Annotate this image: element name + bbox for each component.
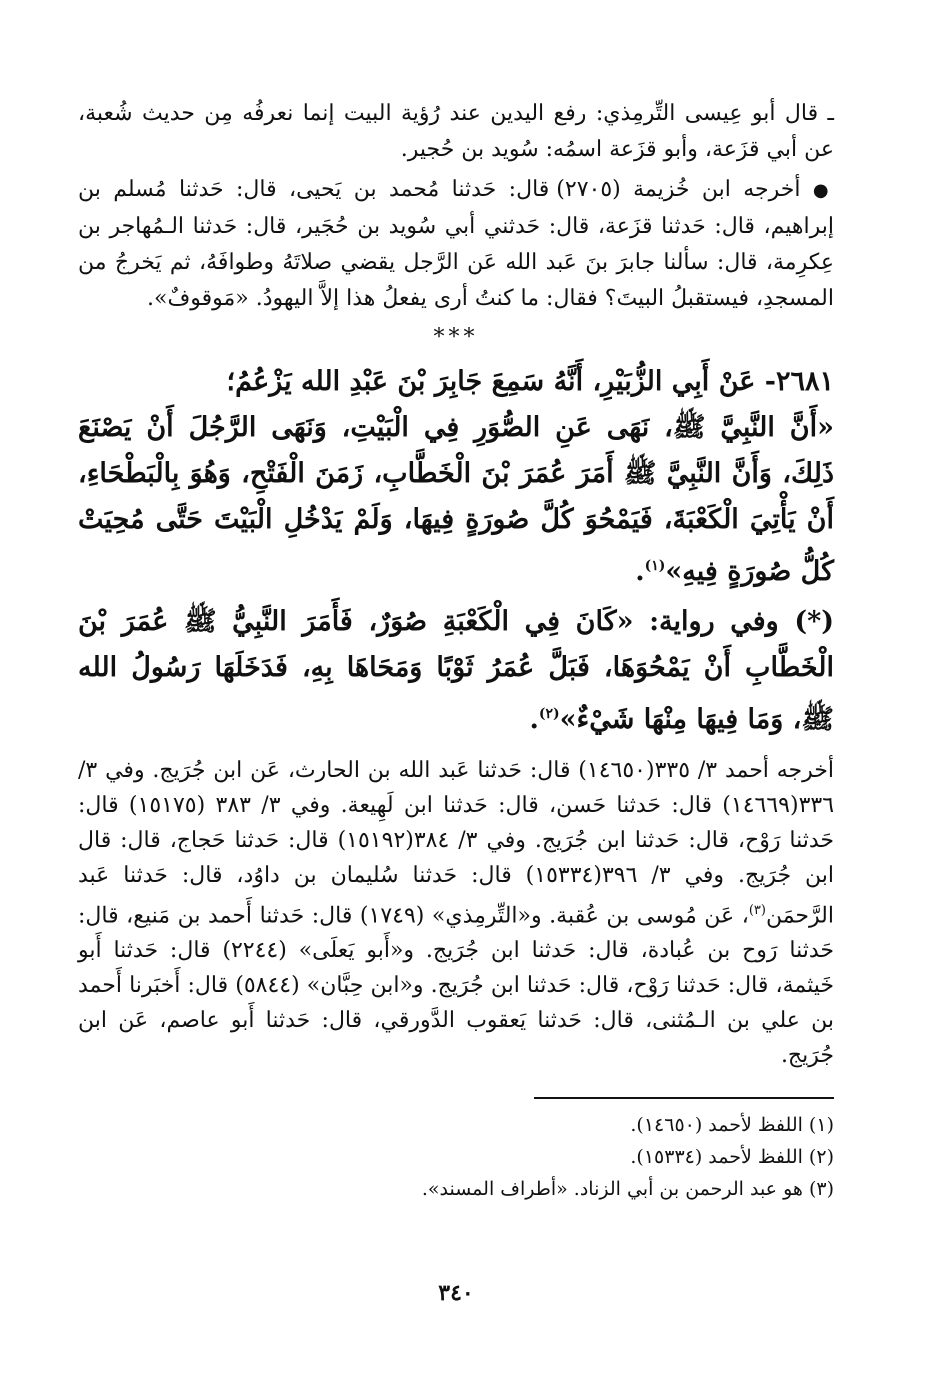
document-page [78, 96, 834, 1316]
sources-part-1: أخرجه أحمد ٣/ ٣٣٥(١٤٦٥٠) قال: حَدثنا عَبد الله بن الحارث، عَن ابن جُرَيج. وفي ٣/ ٣٣٦(١٤٦٦٩) قال: حَدثنا حَسن، قال: حَدثنا ابن لَهِيعة. وفي ٣/ ٣٨٣ (١٥١٧٥) قال: حَدثنا رَوْح، قال: حَدثنا ابن جُرَيج. وفي ٣/ ٣٨٤(١٥١٩٢) قال: حَدثنا حَجاج، قال: قال ابن جُرَيج. وفي ٣/ ٣٩٦(١٥٣٣٤) قال: حَدثنا سُليمان بن داوُد، قال: حَدثنا عَبد الرَّحمَن [78, 758, 835, 929]
sources-paragraph [78, 753, 834, 1073]
hadith-variant [78, 599, 834, 743]
hadith-header [78, 359, 834, 405]
intro-paragraph [78, 96, 834, 168]
intro-text: ـ قال أبو عِيسى التِّرمِذي: رفع اليدين عند رُؤية البيت إنما نعرفُه مِن حديث شُعبة، عن أبي قزَعة، وأبو قزَعة اسمُه: سُويد بن حُجير. [78, 101, 834, 162]
hadith-matn-end: . [635, 556, 645, 587]
sources-part-2: ، عَن مُوسى بن عُقبة. و«التِّرمِذي» (١٧٤٩) قال: حَدثنا أَحمد بن مَنيع، قال: حَدثنا رَوح بن عُبادة، قال: حَدثنا ابن جُرَيج. و«أَبو يَعلَى» (٢٢٤٤) قال: حَدثنا أَبو خَيثمة، قال: حَدثنا رَوْح، قال: حَدثنا ابن جُرَيج. و«ابن حِبَّان» (٥٨٤٤) قال: أَخبَرنا أَحمد بن علي بن الـمُثنى، قال: حَدثنا يَعقوب الدَّورقي، قال: حَدثنا أَبو عاصم، عَن ابن جُرَيج. [78, 903, 834, 1069]
hadith-variant-text: (*) وفي رواية: «كَانَ فِي الْكَعْبَةِ صُوَرٌ، فَأَمَرَ النَّبِيُّ ﷺ عُمَرَ بْنَ الْخَطَّابِ أَنْ يَمْحُوَهَا، فَبَلَّ عُمَرُ ثَوْبًا وَمَحَاهَا بِهِ، فَدَخَلَهَا رَسُولُ الله ﷺ، وَمَا فِيهَا مِنْهَا شَيْءٌ» [78, 606, 834, 735]
hadith-matn-text: «أَنَّ النَّبِيَّ ﷺ، نَهَى عَنِ الصُّوَرِ فِي الْبَيْتِ، وَنَهَى الرَّجُلَ أَنْ يَصْنَعَ ذَلِكَ، وَأَنَّ النَّبِيَّ ﷺ أَمَرَ عُمَرَ بْنَ الْخَطَّابِ، زَمَنَ الْفَتْحِ، وَهُوَ بِالْبَطْحَاءِ، أَنْ يَأْتِيَ الْكَعْبَةَ، فَيَمْحُوَ كُلَّ صُورَةٍ فِيهَا، وَلَمْ يَدْخُلِ الْبَيْتَ حَتَّى مُحِيَتْ كُلُّ صُورَةٍ فِيهِ» [78, 412, 834, 587]
bullet-icon: ● [812, 180, 834, 201]
hadith-matn [78, 405, 834, 595]
footnote-2: (٢) اللفظ لأحمد (١٥٣٣٤). [630, 1146, 834, 1169]
page-number: ٣٤٠ [438, 1280, 474, 1306]
footnote-ref-2: (٢) [538, 706, 560, 722]
section-separator: *** [433, 325, 479, 350]
footnote-ref-1: (١) [644, 558, 666, 574]
hadith-variant-end: . [529, 704, 539, 735]
hadith-chain: عَنْ أَبِي الزُّبَيْرِ، أَنَّهُ سَمِعَ جَابِرَ بْنَ عَبْدِ الله يَزْعُمُ؛ [226, 366, 756, 397]
takhrij-ibn-khuzayma-paragraph [78, 172, 834, 317]
footnote-divider [534, 1097, 834, 1099]
takhrij-ibn-khuzayma-text: أخرجه ابن خُزيمة (٢٧٠٥) قال: حَدثنا مُحمد بن يَحيى، قال: حَدثنا مُسلم بن إبراهيم، قال: حَدثنا قزَعة، قال: حَدثني أبي سُويد بن حُجَير، قال: حَدثنا الـمُهاجر بن عِكرِمة، قال: سألنا جابرَ بنَ عَبد الله عَن الرَّجل يقضي صلاتَهُ وطوافَهُ، ثم يَخرجُ من المسجدِ، فيستقبلُ البيتَ؟ فقال: ما كنتُ أرى يفعلُ هذا إلاَّ اليهودُ. «مَوقوفٌ». [78, 177, 834, 311]
hadith-number: ٢٦٨١- [764, 366, 834, 397]
footnote-3: (٣) هو عبد الرحمن بن أبي الزناد. «أطراف المسند». [421, 1178, 834, 1201]
footnote-1: (١) اللفظ لأحمد (١٤٦٥٠). [630, 1114, 834, 1137]
footnote-ref-3: (٣) [748, 903, 766, 918]
